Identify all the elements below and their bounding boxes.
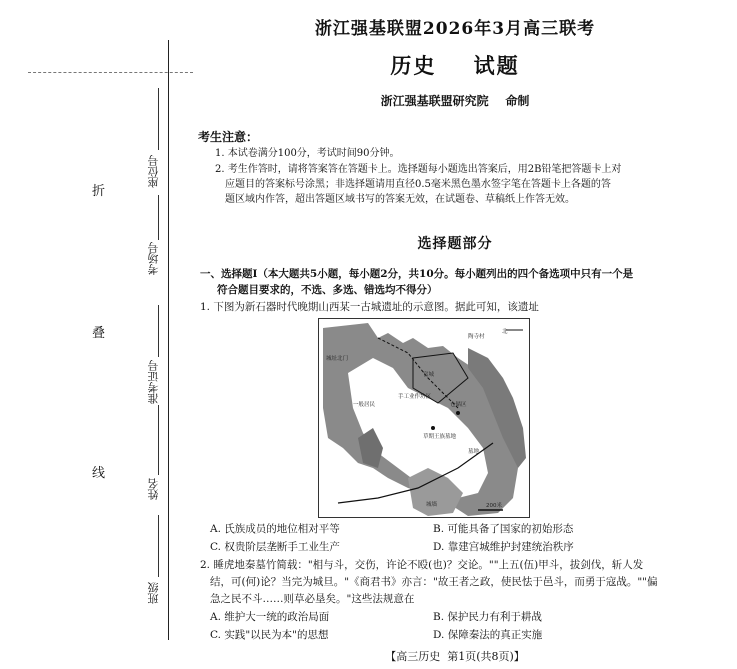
notice-item: 题区域内作答，超出答题区域书写的答案无效，在试题卷、草稿纸上作答无效。 — [225, 194, 575, 205]
notice-item: 应题目的答案标号涂黑；非选择题请用直径0.5毫米黑色墨水签字笔在答题卡上各题的答 — [225, 179, 611, 190]
question-2-stem: 急之民不斗……则草必垦矣。"这些法规意在 — [210, 593, 415, 605]
section-title: 选择题部分 — [417, 236, 493, 252]
exam-room-field[interactable] — [158, 195, 159, 240]
map-label: 草期王族墓地 — [423, 434, 457, 440]
map-label: 仓储区 — [450, 402, 467, 408]
seat-number-label: 座位号 — [147, 155, 160, 188]
q2-option-c[interactable]: C. 实践"以民为本"的思想 — [210, 629, 329, 641]
admission-number-label: 准考证号 — [147, 360, 160, 404]
notice-heading: 考生注意： — [198, 130, 259, 144]
page-footer: 【高三历史 第1页(共8页)】 — [385, 650, 525, 663]
q1-option-c[interactable]: C. 权贵阶层垄断手工业生产 — [210, 541, 340, 553]
scale-label: 200米 — [486, 503, 502, 509]
part-instruction: 一、选择题Ⅰ（本大题共5小题，每小题2分，共10分。每小题列出的四个备选项中只有一个是 — [200, 268, 634, 280]
q2-option-d[interactable]: D. 保障秦法的真正实施 — [433, 629, 543, 641]
notice-item: 2. 考生作答时，请将答案答在答题卡上。选择题每小题选出答案后，用2B铅笔把答题卡上对 — [215, 164, 622, 175]
map-label: 城墙 — [426, 502, 438, 508]
ancient-city-map — [318, 318, 530, 518]
question-2-stem: 2. 睡虎地秦墓竹简载："相与斗，交伤，许论不殴(也)？交论。""上五(伍)甲斗，拔剑伐，斩人发 — [200, 559, 644, 571]
q2-option-a[interactable]: A. 维护大一统的政治局面 — [210, 611, 330, 623]
fold-char: 线 — [92, 466, 106, 481]
north-label: 北 — [502, 329, 508, 335]
q1-option-b[interactable]: B. 可能具备了国家的初始形态 — [433, 523, 574, 535]
issuer: 浙江强基联盟研究院 命制 — [380, 94, 530, 108]
question-1-stem: 1. 下图为新石器时代晚期山西某一古城遗址的示意图。据此可知，该遗址 — [200, 301, 539, 313]
name-label: 姓名 — [147, 478, 160, 500]
notice-item: 1. 本试卷满分100分，考试时间90分钟。 — [215, 148, 400, 159]
question-2-stem: 结，可(何)论？当完为城旦。"《商君书》亦言："故王者之政，使民怯于邑斗，而勇于寇战。""偏 — [210, 576, 658, 588]
q1-option-a[interactable]: A. 氏族成员的地位相对平等 — [210, 523, 340, 535]
q2-option-b[interactable]: B. 保护民力有利于耕战 — [433, 611, 542, 623]
part-instruction: 符合题目要求的，不选、多选、错选均不得分） — [217, 284, 438, 296]
binding-sidebar — [0, 0, 180, 669]
subject-title: 历史 试题 — [390, 53, 520, 78]
seat-number-field[interactable] — [158, 88, 159, 150]
map-label: 城址北门 — [326, 356, 349, 362]
q1-option-d[interactable]: D. 靠建宫城维护封建统治秩序 — [433, 541, 574, 553]
class-label: 班级 — [147, 582, 160, 604]
exam-room-label: 考场号 — [147, 242, 160, 275]
map-label: 一般居民 — [353, 402, 376, 408]
map-label: 陶寺村 — [468, 334, 485, 340]
fold-char: 叠 — [92, 326, 106, 341]
map-label: 墓地 — [468, 449, 480, 455]
class-field[interactable] — [158, 515, 159, 577]
fold-char: 折 — [92, 184, 106, 199]
exam-header: 浙江强基联盟2026年3月高三联考 — [314, 19, 596, 39]
map-label: 手工业作坊区 — [398, 394, 432, 400]
map-label: 宫城 — [423, 372, 435, 378]
name-field[interactable] — [158, 405, 159, 475]
fold-line — [168, 40, 169, 640]
admission-number-field[interactable] — [158, 305, 159, 357]
